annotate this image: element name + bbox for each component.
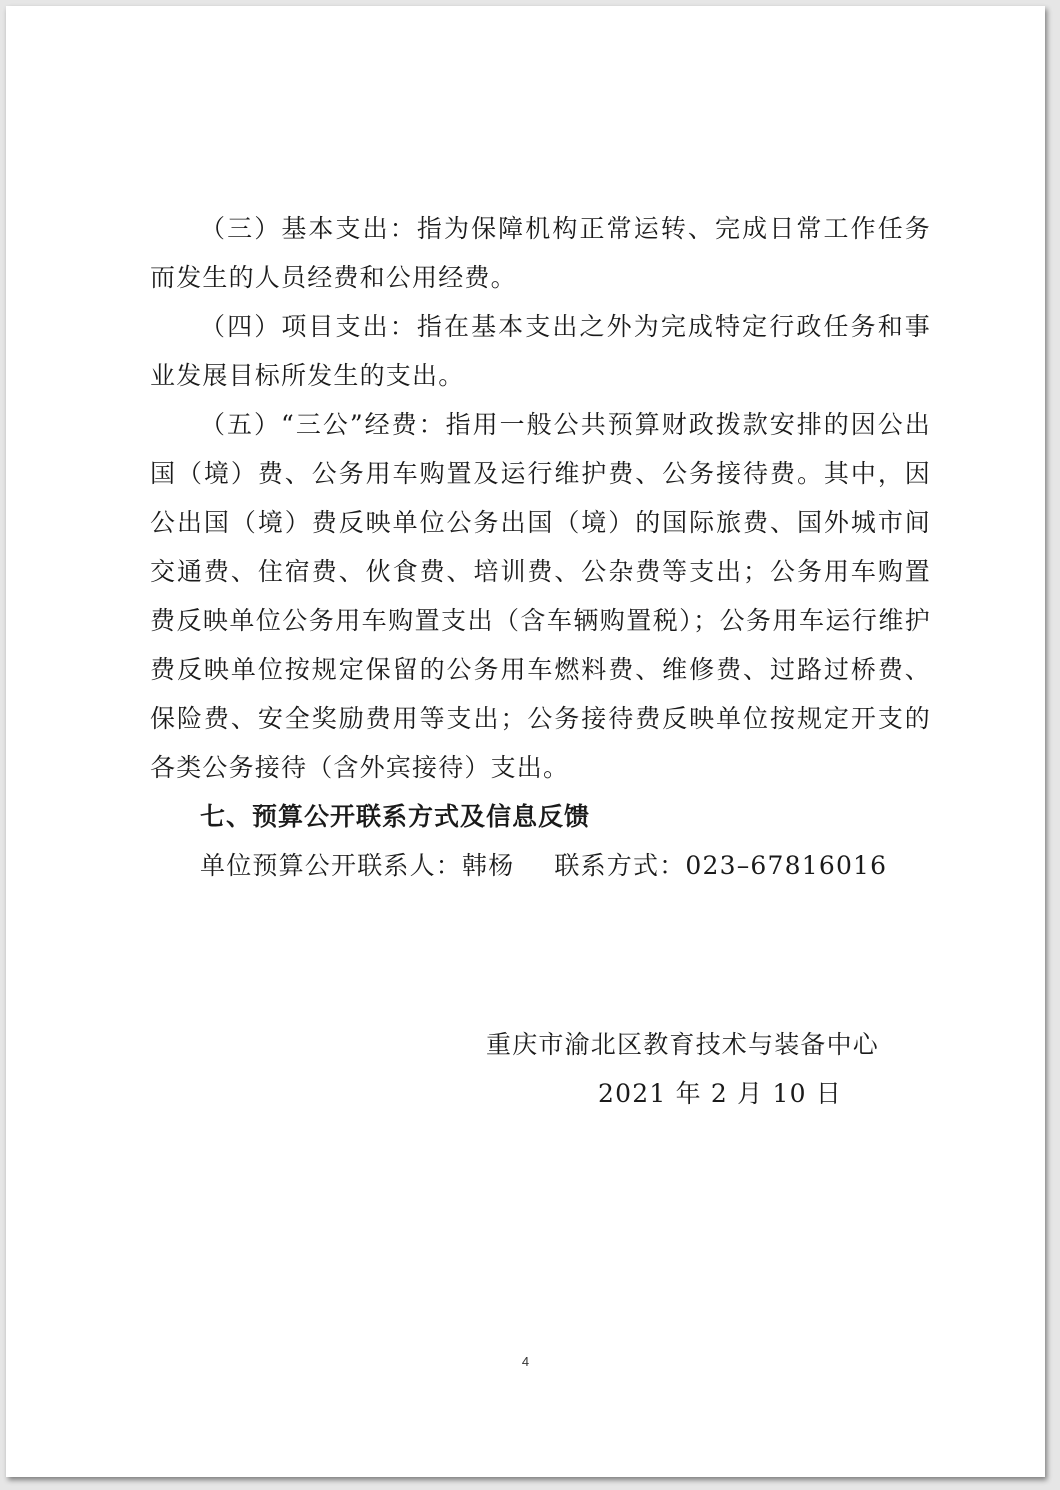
contact-person: 单位预算公开联系人：韩杨 <box>200 851 515 880</box>
paragraph-project-expenditure: （四）项目支出：指在基本支出之外为完成特定行政任务和事业发展目标所发生的支出。 <box>150 312 931 390</box>
paragraph-three-public-expenses: （五）“三公”经费：指用一般公共预算财政拨款安排的因公出国（境）费、公务用车购置及运行维护费、公务接待费。其中，因公出国（境）费反映单位公务出国（境）的国际旅费、国外城市间交通费、住宿费、伙食费、培训费、公杂费等支出；公务用车购置费反映单位公务用车购置支出（含车辆购置税）；公务用车运行维护费反映单位按规定保留的公务用车燃料费、维修费、过路过桥费、保险费、安全奖励费用等支出；公务接待费反映单位按规定开支的各类公务接待（含外宾接待）支出。 <box>150 410 931 782</box>
page-number: 4 <box>521 1354 530 1369</box>
contact-line <box>150 841 931 890</box>
document-page <box>6 6 1045 1477</box>
contact-method: 联系方式：023–67816016 <box>554 851 888 880</box>
section-heading: 七、预算公开联系方式及信息反馈 <box>200 802 591 831</box>
signature-organization: 重庆市渝北区教育技术与装备中心 <box>486 1030 880 1059</box>
signature-date: 2021 年 2 月 10 日 <box>598 1079 843 1108</box>
document-body <box>150 204 931 890</box>
paragraph-basic-expenditure: （三）基本支出：指为保障机构正常运转、完成日常工作任务而发生的人员经费和公用经费。 <box>150 214 931 292</box>
